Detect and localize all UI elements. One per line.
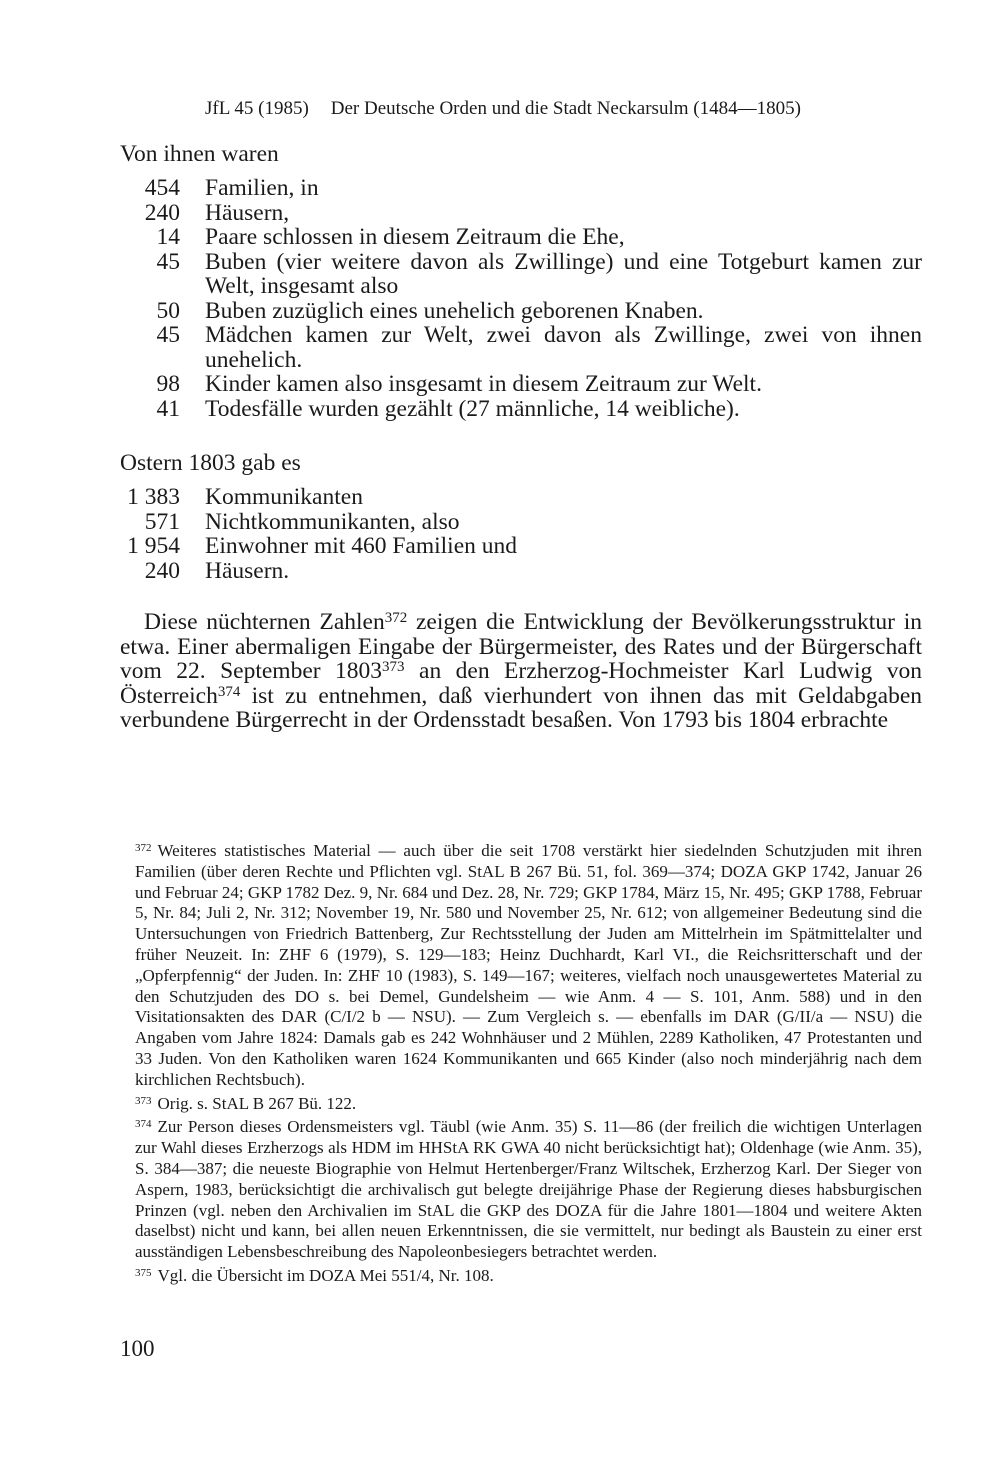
running-header — [205, 98, 801, 120]
footnote-number: 373 — [135, 1094, 152, 1107]
stat-row — [120, 510, 922, 535]
stat-row — [120, 372, 922, 397]
stat-row — [120, 225, 922, 250]
footnote-text: Weiteres statistisches Material — auch über die seit 1708 verstärkt hier siedelnden Schutzjuden mit ihren Familien (über deren Rechte und Pflichten vgl. StAL B 267 Bü. 51, fol. 369—374; DOZA GKP 1742, Januar 26 und Februar 24; GKP 1782 Dez. 9, Nr. 684 und Dez. 28, Nr. 729; GKP 1784, März 15, Nr. 495; GKP 1788, Februar 5, Nr. 84; Juli 2, Nr. 312; November 19, Nr. 580 und November 25, Nr. 612; von allgemeiner Bedeutung sind die Untersuchungen von Friedrich Battenberg, Zur Rechtsstellung der Juden am Mittelrhein im Spätmittelalter und früher Neuzeit. In: ZHF 6 (1979), S. 129—183; Heinz Duchhardt, Karl VI., die Reichsritterschaft und der „Opferpfennig“ der Juden. In: ZHF 10 (1983), S. 149—167; weiteres, vielfach noch unausgewertetes Material zu den Schutzjuden des DO s. bei Demel, Gundelsheim — wie Anm. 4 — S. 101, Anm. 588) und in den Visitationsakten des DAR (C/I/2 b — NSU). — Zum Vergleich s. — ebenfalls im DAR (G/II/a — NSU) die Angaben vom Jahre 1824: Damals gab es 242 Wohnhäuser und 2 Mühlen, 2289 Katholiken, 47 Protestanten und 33 Juden. Von den Katholiken waren 1624 Kommunikanten und 665 Kinder (also noch minderjährig nach dem kirchlichen Rechtsbuch). — [135, 841, 922, 1089]
footnote-ref: 374 — [217, 683, 241, 700]
footnotes — [135, 838, 922, 1287]
stat-row — [120, 323, 922, 372]
footnote-number: 372 — [135, 842, 152, 854]
paragraph-text: an den Erzherzog-Hochmeister Karl Ludwig von Österreich — [120, 658, 922, 709]
stat-number: 98 — [156, 371, 180, 397]
block2-intro: Ostern 1803 gab es — [120, 450, 301, 476]
stat-number: 1 954 — [127, 533, 180, 559]
stat-number: 1 383 — [127, 484, 180, 510]
stat-number: 50 — [156, 297, 180, 324]
block1-intro: Von ihnen waren — [120, 141, 279, 167]
footnote-text: Zur Person dieses Ordensmeisters vgl. Täubl (wie Anm. 35) S. 11—86 (der freilich die wichtigen Unterlagen zur Wahl dieses Erzherzogs als HDM im HHStA RK GWA 40 nicht berücksichtigt hat); Oldenhage (wie Anm. 35), S. 384—387; die neueste Biographie von Helmut Hertenberger/Franz Wiltschek, Erzherzog Karl. Der Sieger von Aspern, 1983, berücksichtigt die archivalisch gut belegte dreijährige Phase der Regierung dieses habsburgischen Prinzen (vgl. neben den Archivalien im StAL die GKP des DOZA für die Jahre 1801—1804 und weitere Akten daselbst) nicht und kann, bei allen neuen Erkenntnissen, die sie vermittelt, nur bedingt als Baustein zu einer erst ausständigen Lebensbeschreibung des Napoleonbesiegers betrachtet werden. — [135, 1117, 922, 1262]
block2-list — [120, 485, 922, 583]
stat-text: Paare schlossen in diesem Zeitraum die Ehe, — [205, 224, 625, 250]
stat-row — [120, 534, 922, 559]
stat-number: 240 — [144, 557, 180, 584]
stat-row — [120, 201, 922, 226]
stat-text: Mädchen kamen zur Welt, zwei davon als Zwillinge, zwei von ihnen unehelich. — [205, 322, 922, 373]
stat-row — [120, 559, 922, 584]
stat-row — [120, 176, 922, 201]
stat-row — [120, 485, 922, 510]
stat-row — [120, 299, 922, 324]
stat-text: Buben (vier weitere davon als Zwillinge) und eine Totgeburt kamen zur Welt, insgesamt also — [205, 248, 922, 299]
footnote — [135, 1114, 922, 1263]
stat-number: 240 — [144, 199, 180, 226]
stat-number: 41 — [156, 395, 180, 422]
stat-text: Kommunikanten — [205, 484, 363, 510]
stat-text: Häusern. — [205, 557, 290, 584]
journal-reference: JfL 45 (1985) — [205, 98, 309, 119]
stat-row — [120, 250, 922, 299]
footnote-ref: 372 — [384, 610, 408, 626]
stat-text: Familien, in — [205, 175, 319, 201]
body-paragraph — [120, 610, 922, 733]
stat-number: 454 — [144, 175, 180, 201]
stat-text: Todesfälle wurden gezählt (27 männliche, 14 weibliche). — [205, 395, 740, 422]
paragraph-text: Diese nüchternen Zahlen — [144, 609, 385, 635]
paragraph-text: ist zu entnehmen, daß vierhundert von ihnen das mit Geldabgaben verbundene Bürgerrecht in der Ordensstadt besaßen. Von 1793 bis 1804 erbrachte — [120, 682, 922, 733]
stat-number: 45 — [156, 248, 180, 275]
footnote — [135, 1091, 922, 1115]
stat-number: 14 — [156, 224, 180, 250]
stat-number: 571 — [144, 508, 180, 535]
footnote-text: Vgl. die Übersicht im DOZA Mei 551/4, Nr. 108. — [157, 1265, 494, 1285]
stat-text: Nichtkommunikanten, also — [205, 508, 460, 535]
footnote-number: 374 — [135, 1118, 152, 1131]
stat-text: Einwohner mit 460 Familien und — [205, 533, 517, 559]
stat-row — [120, 397, 922, 422]
running-title: Der Deutsche Orden und die Stadt Neckarsulm (1484—1805) — [330, 98, 801, 119]
footnote — [135, 1263, 922, 1287]
block1-list — [120, 176, 922, 421]
stat-text: Kinder kamen also insgesamt in diesem Zeitraum zur Welt. — [205, 371, 762, 397]
footnote — [135, 838, 922, 1091]
stat-text: Buben zuzüglich eines unehelich geborenen Knaben. — [205, 297, 704, 324]
footnote-text: Orig. s. StAL B 267 Bü. 122. — [157, 1093, 357, 1113]
footnote-ref: 373 — [382, 659, 405, 675]
page-number: 100 — [120, 1336, 155, 1361]
stat-text: Häusern, — [205, 199, 290, 226]
paragraph-text: zeigen die Entwicklung der Bevölkerungsstruktur in etwa. Einer abermaligen Eingabe der Bürgermeister, des Rates und der Bürgerschaft vom 22. September 1803 — [120, 609, 922, 684]
stat-number: 45 — [156, 322, 180, 348]
footnote-number: 375 — [135, 1266, 152, 1279]
